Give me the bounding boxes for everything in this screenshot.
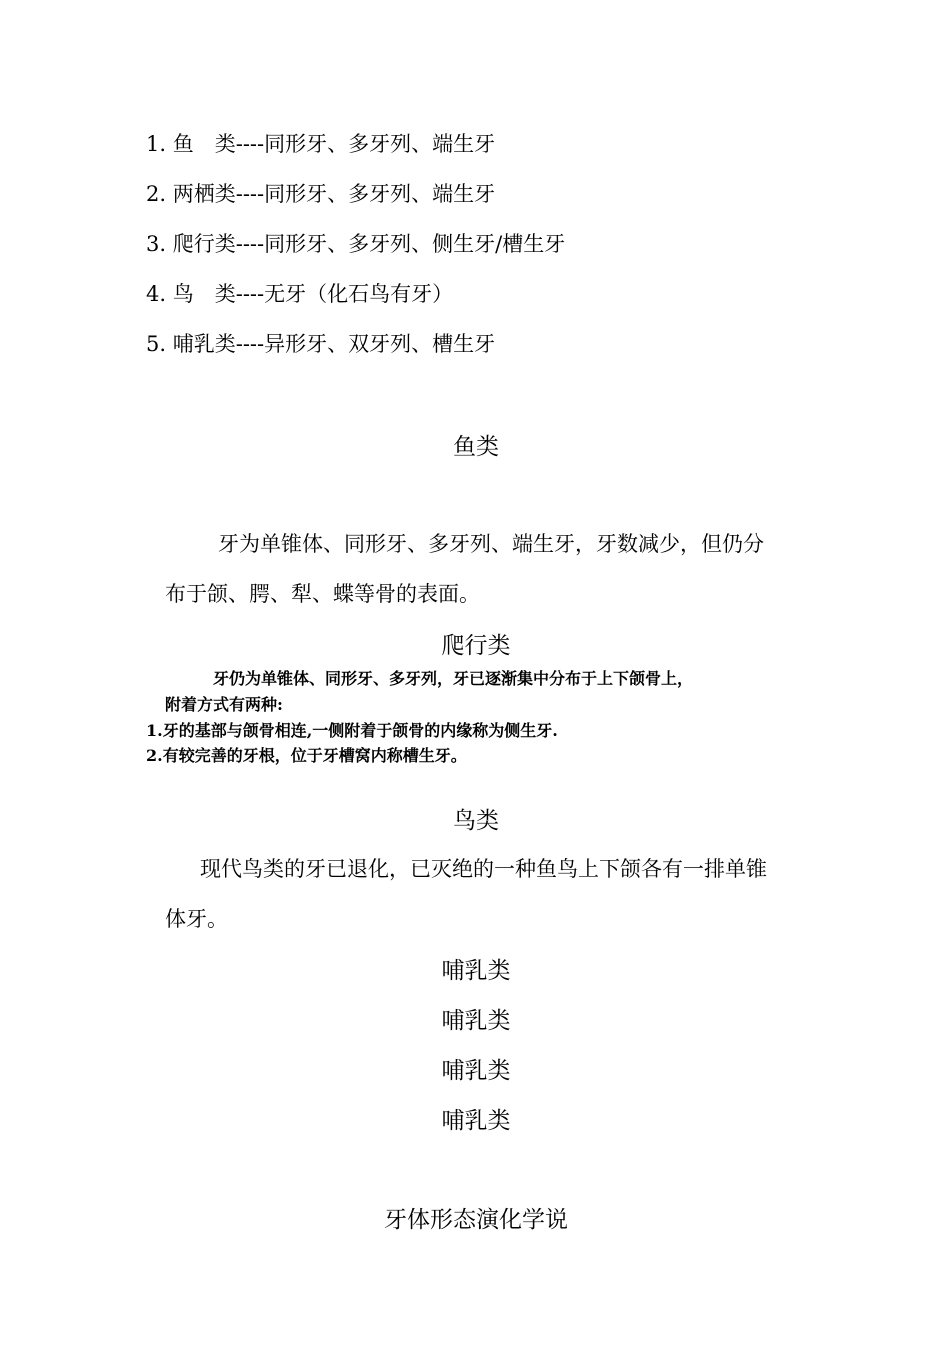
list-text: 鸟 类----无牙（化石鸟有牙） bbox=[172, 282, 454, 306]
list-item bbox=[146, 178, 495, 208]
theory-title: 牙体形态演化学说 bbox=[384, 1207, 568, 1233]
bird-paragraph-line1: 现代鸟类的牙已退化，已灭绝的一种鱼鸟上下颌各有一排单锥 bbox=[200, 857, 767, 881]
list-item bbox=[146, 228, 565, 258]
reptile-item-2: 2.有较完善的牙根，位于牙槽窝内称槽生牙。 bbox=[146, 746, 467, 765]
list-number: 2. bbox=[146, 182, 167, 206]
bird-paragraph-line2: 体牙。 bbox=[165, 907, 228, 931]
reptile-paragraph-line1: 牙仍为单锥体、同形牙、多牙列，牙已逐渐集中分布于上下颌骨上， bbox=[213, 669, 694, 688]
section-heading-reptile: 爬行类 bbox=[441, 633, 511, 659]
list-text: 鱼 类----同形牙、多牙列、端生牙 bbox=[172, 132, 496, 156]
section-heading-mammal: 哺乳类 bbox=[441, 1058, 511, 1084]
list-item bbox=[146, 328, 495, 358]
list-number: 1. bbox=[146, 132, 167, 156]
reptile-paragraph-line2: 附着方式有两种: bbox=[165, 695, 283, 714]
list-text: 两栖类----同形牙、多牙列、端生牙 bbox=[172, 182, 496, 206]
section-heading-mammal: 哺乳类 bbox=[441, 958, 511, 984]
list-number: 3. bbox=[146, 232, 167, 256]
list-text: 哺乳类----异形牙、双牙列、槽生牙 bbox=[172, 332, 496, 356]
list-number: 5. bbox=[146, 332, 167, 356]
section-heading-mammal: 哺乳类 bbox=[441, 1008, 511, 1034]
list-number: 4. bbox=[146, 282, 167, 306]
section-heading-mammal: 哺乳类 bbox=[441, 1108, 511, 1134]
section-heading-fish: 鱼类 bbox=[453, 434, 499, 460]
list-item bbox=[146, 278, 453, 308]
section-heading-bird: 鸟类 bbox=[453, 808, 499, 834]
list-item bbox=[146, 128, 495, 158]
list-text: 爬行类----同形牙、多牙列、侧生牙/槽生牙 bbox=[172, 232, 566, 256]
fish-paragraph-line1: 牙为单锥体、同形牙、多牙列、端生牙，牙数减少，但仍分 bbox=[218, 532, 764, 556]
reptile-item-1: 1.牙的基部与颌骨相连,一侧附着于颌骨的内缘称为侧生牙. bbox=[146, 721, 558, 740]
fish-paragraph-line2: 布于颌、腭、犁、蝶等骨的表面。 bbox=[165, 582, 480, 606]
